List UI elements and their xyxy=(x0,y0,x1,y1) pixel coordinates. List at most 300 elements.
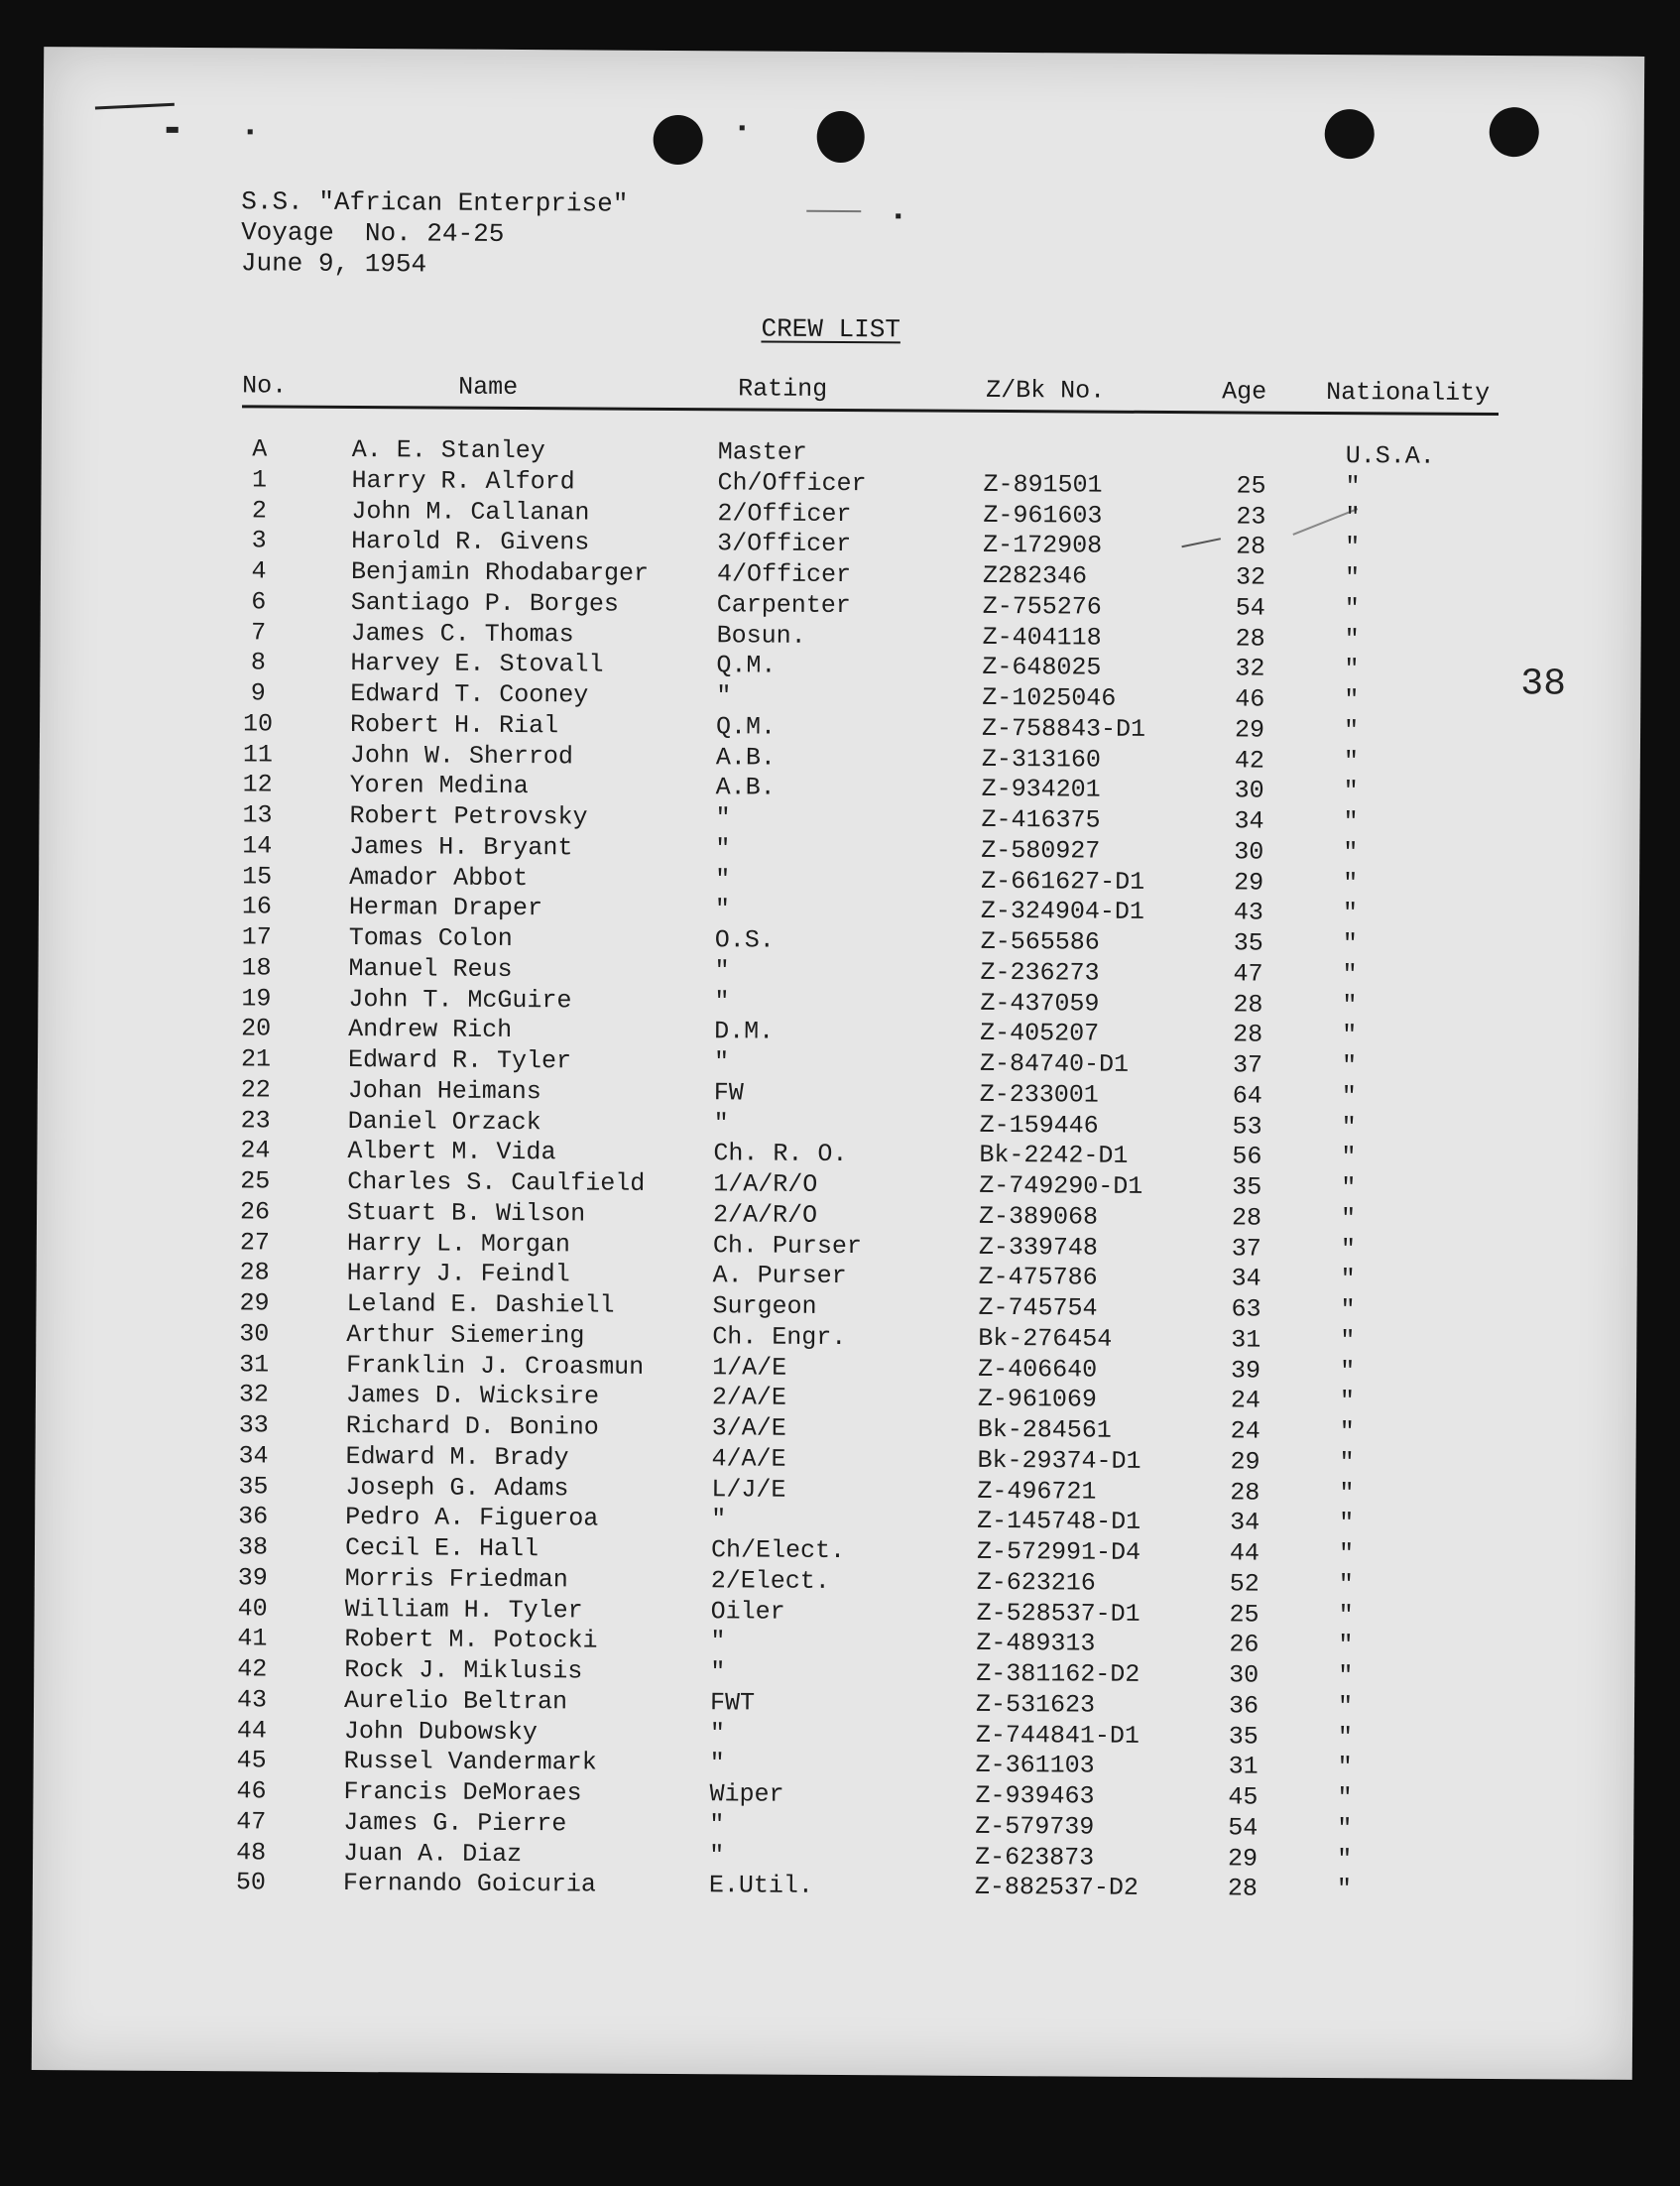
crew-rating: Ch. R. O. xyxy=(713,1139,848,1169)
crew-age: 32 xyxy=(1235,562,1266,592)
crew-name: Robert H. Rial xyxy=(349,709,559,741)
crew-name: Joseph G. Adams xyxy=(345,1472,569,1503)
crew-number: 45 xyxy=(236,1746,267,1775)
crew-number: 25 xyxy=(240,1166,271,1196)
crew-number: 11 xyxy=(242,739,273,770)
crew-nationality: " xyxy=(1339,1478,1355,1508)
crew-zbk-number: Z-758843-D1 xyxy=(981,713,1146,744)
column-header-name: Name xyxy=(458,372,519,403)
crew-name: Santiago P. Borges xyxy=(350,587,619,619)
crew-zbk-number: Z-623216 xyxy=(976,1567,1096,1598)
crew-zbk-number: Z-159446 xyxy=(979,1110,1099,1141)
crew-name: A. E. Stanley xyxy=(351,434,545,466)
crew-name: James D. Wicksire xyxy=(345,1381,600,1411)
crew-zbk-number: Z-233001 xyxy=(979,1079,1099,1110)
crew-rating: 2/Elect. xyxy=(710,1565,830,1596)
crew-age: 30 xyxy=(1229,1660,1260,1690)
crew-nationality: " xyxy=(1338,1631,1354,1660)
crew-nationality: " xyxy=(1341,1173,1357,1203)
crew-rating: " xyxy=(714,986,730,1016)
crew-name: James C. Thomas xyxy=(350,618,574,649)
crew-zbk-number: Z-437059 xyxy=(980,988,1100,1019)
crew-number: 48 xyxy=(236,1837,267,1867)
crew-zbk-number: Z-381162-D2 xyxy=(976,1658,1140,1689)
crew-number: 15 xyxy=(242,861,273,892)
crew-rating: Oiler xyxy=(710,1596,785,1627)
crew-zbk-number: Z-745754 xyxy=(978,1292,1098,1323)
crew-number: 9 xyxy=(250,678,266,708)
crew-rating: A. Purser xyxy=(712,1261,847,1291)
crew-age: 54 xyxy=(1228,1813,1259,1843)
crew-nationality: " xyxy=(1337,1783,1353,1813)
crew-rating: " xyxy=(709,1809,725,1840)
crew-rating: " xyxy=(713,1108,729,1138)
crew-nationality: " xyxy=(1344,685,1360,715)
crew-nationality: " xyxy=(1339,1387,1356,1416)
crew-rating: Surgeon xyxy=(712,1291,817,1321)
crew-zbk-number: Z-475786 xyxy=(978,1263,1098,1292)
crew-name: Russel Vandermark xyxy=(343,1747,597,1777)
crew-number: 50 xyxy=(235,1868,267,1897)
crew-zbk-number: Z-891501 xyxy=(983,469,1103,500)
crew-age: 29 xyxy=(1230,1447,1260,1477)
crew-age: 29 xyxy=(1234,867,1264,898)
crew-number: 41 xyxy=(237,1624,268,1653)
crew-name: Leland E. Dashiell xyxy=(346,1288,615,1320)
crew-age: 30 xyxy=(1234,837,1264,867)
crew-rating: FWT xyxy=(709,1687,756,1718)
crew-rating: Ch. Purser xyxy=(712,1230,862,1261)
crew-zbk-number: Z-939463 xyxy=(975,1780,1095,1811)
crew-number: 31 xyxy=(239,1349,270,1379)
crew-name: Amador Abbot xyxy=(349,862,529,893)
header-rule xyxy=(242,405,1499,416)
crew-zbk-number: Z-405207 xyxy=(980,1019,1100,1048)
crew-zbk-number: Bk-284561 xyxy=(977,1414,1112,1445)
crew-age: 43 xyxy=(1233,898,1264,927)
crew-number: 30 xyxy=(239,1319,270,1349)
crew-name: Tomas Colon xyxy=(348,922,513,953)
crew-number: 16 xyxy=(241,892,273,921)
crew-name: Albert M. Vida xyxy=(347,1137,556,1167)
crew-nationality: " xyxy=(1344,593,1360,623)
crew-nationality: " xyxy=(1342,1021,1358,1050)
crew-number: 35 xyxy=(238,1471,269,1501)
crew-age: 23 xyxy=(1236,501,1266,532)
crew-age: 37 xyxy=(1231,1233,1261,1264)
crew-zbk-number: Bk-29374-D1 xyxy=(977,1445,1141,1476)
document-page xyxy=(32,47,1644,2080)
crew-number: 19 xyxy=(241,983,272,1014)
crew-number: 34 xyxy=(238,1441,269,1471)
crew-age: 34 xyxy=(1231,1264,1261,1293)
crew-nationality: " xyxy=(1337,1813,1353,1843)
punch-hole xyxy=(1325,109,1375,159)
crew-age: 26 xyxy=(1229,1630,1260,1659)
crew-age: 45 xyxy=(1228,1782,1259,1812)
crew-rating: Bosun. xyxy=(716,620,806,651)
crew-zbk-number: Z-404118 xyxy=(982,622,1102,653)
crew-rating: " xyxy=(716,681,732,711)
crew-zbk-number: Z-339748 xyxy=(978,1232,1098,1263)
crew-nationality: " xyxy=(1341,1081,1357,1111)
crew-age: 28 xyxy=(1236,532,1266,561)
document-title: CREW LIST xyxy=(761,313,901,345)
crew-rating: D.M. xyxy=(714,1017,775,1046)
crew-age: 28 xyxy=(1233,1020,1263,1049)
crew-nationality: " xyxy=(1343,715,1360,745)
crew-nationality: U.S.A. xyxy=(1345,441,1435,471)
crew-nationality: " xyxy=(1338,1569,1354,1599)
crew-age: 25 xyxy=(1229,1599,1260,1630)
crew-age: 37 xyxy=(1232,1050,1263,1080)
crew-number: 36 xyxy=(238,1502,269,1531)
crew-number: 43 xyxy=(236,1685,268,1715)
crew-number: 27 xyxy=(239,1227,270,1258)
crew-age: 47 xyxy=(1233,959,1263,989)
crew-name: Franklin J. Croasmun xyxy=(346,1350,645,1382)
crew-name: Rock J. Miklusis xyxy=(344,1654,583,1686)
page-number: 38 xyxy=(1520,663,1567,706)
crew-age: 42 xyxy=(1234,745,1264,776)
crew-number: 7 xyxy=(251,617,267,647)
crew-nationality: " xyxy=(1343,837,1359,867)
voyage-number: Voyage No. 24-25 xyxy=(241,217,505,249)
crew-name: John M. Callanan xyxy=(351,496,590,527)
crew-name: Francis DeMoraes xyxy=(343,1776,582,1808)
crew-name: Manuel Reus xyxy=(348,953,513,984)
crew-number: 28 xyxy=(239,1258,270,1287)
pen-mark xyxy=(248,129,253,134)
crew-rating: 3/A/E xyxy=(711,1413,786,1443)
crew-rating: Wiper xyxy=(709,1779,784,1809)
crew-name: Pedro A. Figueroa xyxy=(345,1503,599,1533)
crew-name: William H. Tyler xyxy=(344,1594,583,1625)
crew-name: John T. McGuire xyxy=(348,984,572,1015)
crew-nationality: " xyxy=(1344,655,1360,684)
crew-rating: 2/A/E xyxy=(711,1383,787,1412)
crew-number: 39 xyxy=(237,1563,268,1593)
crew-rating: " xyxy=(715,803,731,833)
crew-rating: O.S. xyxy=(714,925,775,955)
crew-name: Harry R. Alford xyxy=(351,465,575,497)
crew-age: 28 xyxy=(1231,1203,1262,1233)
crew-age: 31 xyxy=(1228,1752,1259,1781)
crew-nationality: " xyxy=(1344,563,1361,593)
crew-zbk-number: Z-749290-D1 xyxy=(979,1170,1143,1201)
crew-age: 63 xyxy=(1231,1294,1261,1324)
crew-name: Cecil E. Hall xyxy=(344,1532,540,1564)
crew-rating: A.B. xyxy=(715,773,776,802)
crew-nationality: " xyxy=(1342,959,1358,989)
crew-zbk-number: Z-489313 xyxy=(976,1629,1096,1658)
crew-name: Yoren Medina xyxy=(349,771,529,801)
crew-age: 36 xyxy=(1228,1691,1260,1721)
crew-number: 12 xyxy=(242,770,273,799)
crew-nationality: " xyxy=(1344,624,1360,654)
crew-rating: Ch. Engr. xyxy=(712,1321,847,1352)
crew-age: 32 xyxy=(1235,654,1265,683)
crew-age: 29 xyxy=(1228,1843,1259,1874)
crew-zbk-number: Z-961603 xyxy=(983,500,1103,531)
crew-zbk-number: Z-528537-D1 xyxy=(976,1598,1140,1629)
crew-age: 39 xyxy=(1231,1355,1261,1386)
crew-nationality: " xyxy=(1341,1112,1357,1142)
crew-nationality: " xyxy=(1338,1661,1354,1691)
crew-name: Arthur Siemering xyxy=(346,1319,585,1351)
crew-rating: Carpenter xyxy=(716,589,851,620)
crew-age: 44 xyxy=(1229,1538,1260,1568)
crew-number: 22 xyxy=(240,1075,271,1105)
crew-age: 29 xyxy=(1234,715,1265,745)
crew-zbk-number: Z-406640 xyxy=(978,1354,1098,1385)
crew-age: 28 xyxy=(1227,1874,1259,1903)
crew-name: Johan Heimans xyxy=(347,1075,541,1106)
crew-zbk-number: Z-565586 xyxy=(980,926,1100,957)
crew-zbk-number: Z-961069 xyxy=(977,1385,1098,1414)
crew-age: 24 xyxy=(1230,1416,1260,1446)
crew-nationality: " xyxy=(1340,1234,1356,1264)
crew-nationality: " xyxy=(1337,1844,1353,1874)
crew-nationality: " xyxy=(1343,868,1359,898)
crew-zbk-number: Z-84740-D1 xyxy=(979,1048,1130,1079)
crew-nationality: " xyxy=(1337,1753,1353,1782)
pen-mark xyxy=(95,103,175,110)
crew-rating: " xyxy=(710,1657,726,1687)
crew-number: 4 xyxy=(251,556,267,586)
crew-nationality: " xyxy=(1340,1325,1356,1355)
crew-zbk-number: Z-1025046 xyxy=(982,682,1117,713)
crew-age: 25 xyxy=(1236,471,1266,501)
crew-number: 3 xyxy=(251,526,267,555)
crew-name: Harold R. Givens xyxy=(351,527,590,557)
column-header-rating: Rating xyxy=(738,374,828,404)
column-header-age: Age xyxy=(1222,377,1267,407)
crew-rating: 2/Officer xyxy=(717,498,852,529)
punch-hole xyxy=(1490,107,1539,157)
crew-number: 1 xyxy=(251,465,268,495)
crew-nationality: " xyxy=(1345,533,1361,562)
crew-name: Robert Petrovsky xyxy=(349,800,588,832)
pen-mark xyxy=(740,125,745,130)
crew-number: 24 xyxy=(240,1136,271,1165)
crew-age: 52 xyxy=(1229,1569,1260,1599)
crew-nationality: " xyxy=(1339,1509,1355,1538)
crew-nationality: " xyxy=(1345,502,1361,532)
crew-nationality: " xyxy=(1342,929,1358,959)
crew-rating: Q.M. xyxy=(716,651,777,680)
crew-name: John Dubowsky xyxy=(343,1716,539,1747)
crew-nationality: " xyxy=(1343,807,1359,837)
crew-number: 20 xyxy=(241,1014,272,1043)
crew-zbk-number: Z-236273 xyxy=(980,957,1100,988)
crew-age: 24 xyxy=(1230,1386,1261,1415)
punch-hole xyxy=(817,111,865,163)
crew-nationality: " xyxy=(1342,899,1359,928)
crew-number: A xyxy=(252,434,268,464)
crew-number: 32 xyxy=(238,1380,270,1409)
crew-age: 56 xyxy=(1232,1142,1262,1171)
crew-name: Harry J. Feindl xyxy=(346,1259,570,1289)
crew-nationality: " xyxy=(1336,1875,1353,1904)
crew-zbk-number: Z-572991-D4 xyxy=(976,1536,1141,1567)
crew-age: 34 xyxy=(1234,806,1264,836)
pen-mark xyxy=(896,213,900,218)
crew-zbk-number: Z-172908 xyxy=(983,531,1103,560)
crew-age: 35 xyxy=(1232,1172,1262,1202)
crew-rating: " xyxy=(713,1047,730,1077)
crew-age: 28 xyxy=(1233,989,1263,1020)
crew-number: 29 xyxy=(239,1288,270,1318)
crew-zbk-number: Z-324904-D1 xyxy=(980,897,1145,927)
crew-name: Fernando Goicuria xyxy=(342,1869,597,1899)
crew-rating: L/J/E xyxy=(711,1474,786,1505)
crew-number: 23 xyxy=(240,1105,271,1136)
crew-rating: 1/A/R/O xyxy=(713,1169,818,1199)
crew-age: 46 xyxy=(1235,684,1265,714)
crew-age: 35 xyxy=(1228,1721,1259,1752)
crew-age: 30 xyxy=(1234,776,1264,805)
pen-mark xyxy=(806,210,861,212)
crew-rating: 4/Officer xyxy=(716,559,852,590)
crew-number: 33 xyxy=(238,1410,269,1440)
crew-age: 35 xyxy=(1233,928,1263,958)
crew-rating: A.B. xyxy=(715,742,776,773)
crew-rating: " xyxy=(709,1749,725,1778)
crew-nationality: " xyxy=(1339,1417,1355,1447)
crew-table xyxy=(33,433,1642,1907)
crew-zbk-number: Z-496721 xyxy=(977,1476,1097,1507)
crew-zbk-number: Z-313160 xyxy=(981,744,1101,775)
crew-name: Juan A. Diaz xyxy=(343,1838,523,1869)
crew-age: 28 xyxy=(1235,623,1265,654)
crew-name: John W. Sherrod xyxy=(349,740,574,771)
crew-age: 64 xyxy=(1232,1081,1262,1111)
crew-name: Edward M. Brady xyxy=(345,1441,569,1473)
crew-zbk-number: Z-648025 xyxy=(982,653,1102,682)
crew-zbk-number: Z-755276 xyxy=(982,591,1102,622)
crew-age: 28 xyxy=(1230,1477,1260,1508)
crew-zbk-number: Z-389068 xyxy=(978,1201,1099,1232)
crew-nationality: " xyxy=(1345,471,1361,501)
crew-age: 54 xyxy=(1235,593,1265,623)
crew-name: James H. Bryant xyxy=(349,831,573,863)
crew-number: 10 xyxy=(242,709,274,739)
crew-rating: 2/A/R/O xyxy=(712,1199,818,1230)
crew-number: 40 xyxy=(237,1593,268,1623)
crew-age: 53 xyxy=(1232,1111,1262,1142)
crew-name: Daniel Orzack xyxy=(347,1106,541,1137)
crew-nationality: " xyxy=(1341,1143,1357,1172)
crew-name: Richard D. Bonino xyxy=(345,1410,599,1442)
crew-rating: Ch/Officer xyxy=(717,467,867,498)
crew-name: Edward R. Tyler xyxy=(347,1044,572,1076)
crew-number: 13 xyxy=(242,800,273,830)
crew-name: Edward T. Cooney xyxy=(350,678,589,710)
crew-name: Aurelio Beltran xyxy=(343,1685,568,1717)
crew-zbk-number: Z-580927 xyxy=(981,835,1101,866)
crew-rating: " xyxy=(714,895,731,924)
crew-number: 38 xyxy=(237,1532,269,1562)
crew-nationality: " xyxy=(1340,1265,1356,1294)
crew-rating: Q.M. xyxy=(715,711,777,742)
crew-zbk-number: Z-361103 xyxy=(975,1751,1095,1780)
crew-rating: 4/A/E xyxy=(711,1443,786,1474)
crew-rating: Ch/Elect. xyxy=(710,1535,846,1566)
crew-nationality: " xyxy=(1340,1203,1357,1233)
crew-number: 8 xyxy=(250,648,267,677)
punch-hole xyxy=(654,115,703,165)
crew-rating: E.Util. xyxy=(708,1871,814,1901)
document-date: June 9, 1954 xyxy=(240,248,427,280)
crew-number: 42 xyxy=(237,1654,268,1684)
crew-zbk-number: Z-882537-D2 xyxy=(974,1873,1140,1903)
crew-age: 31 xyxy=(1231,1325,1261,1355)
crew-number: 26 xyxy=(239,1197,271,1227)
crew-zbk-number: Z-661627-D1 xyxy=(981,866,1145,897)
crew-zbk-number: Z-416375 xyxy=(981,804,1101,835)
crew-rating: " xyxy=(711,1505,727,1534)
crew-name: Stuart B. Wilson xyxy=(346,1197,586,1229)
crew-name: Andrew Rich xyxy=(348,1015,513,1045)
crew-nationality: " xyxy=(1338,1539,1355,1569)
crew-rating: FW xyxy=(713,1077,744,1108)
crew-nationality: " xyxy=(1343,777,1359,806)
ship-name: S.S. "African Enterprise" xyxy=(241,186,629,219)
crew-name: James G. Pierre xyxy=(343,1807,567,1839)
crew-zbk-number: Z-579739 xyxy=(975,1811,1095,1842)
column-header-zbk: Z/Bk No. xyxy=(986,375,1106,406)
crew-rating: " xyxy=(715,864,731,894)
crew-zbk-number: Z-531623 xyxy=(975,1689,1096,1720)
crew-zbk-number: Bk-276454 xyxy=(978,1323,1113,1354)
crew-name: Herman Draper xyxy=(348,893,543,923)
crew-nationality: " xyxy=(1340,1356,1356,1386)
crew-rating: " xyxy=(710,1627,726,1656)
crew-age: 34 xyxy=(1230,1508,1260,1537)
crew-name: Harry L. Morgan xyxy=(346,1228,571,1259)
crew-rating: 1/A/E xyxy=(712,1352,787,1383)
crew-number: 46 xyxy=(236,1776,267,1806)
crew-nationality: " xyxy=(1342,990,1358,1020)
crew-number: 47 xyxy=(236,1807,267,1837)
crew-zbk-number: Z-744841-D1 xyxy=(975,1720,1140,1751)
crew-zbk-number: Z-934201 xyxy=(981,775,1101,804)
crew-zbk-number: Z282346 xyxy=(982,560,1088,591)
crew-rating: 3/Officer xyxy=(717,529,852,559)
crew-nationality: " xyxy=(1339,1447,1355,1477)
crew-name: Morris Friedman xyxy=(344,1563,568,1595)
pen-mark xyxy=(167,127,179,133)
crew-nationality: " xyxy=(1337,1722,1353,1752)
crew-rating: Master xyxy=(717,437,807,467)
crew-rating: " xyxy=(714,955,730,986)
crew-nationality: " xyxy=(1337,1691,1354,1721)
crew-number: 21 xyxy=(240,1044,272,1074)
crew-number: 44 xyxy=(236,1715,267,1745)
crew-zbk-number: Z-145748-D1 xyxy=(977,1507,1141,1537)
crew-number: 2 xyxy=(251,495,267,525)
crew-name: Harvey E. Stovall xyxy=(350,649,604,679)
crew-rating: " xyxy=(709,1718,725,1748)
column-header-nationality: Nationality xyxy=(1326,377,1491,409)
document-header xyxy=(241,186,629,281)
crew-nationality: " xyxy=(1338,1600,1354,1630)
crew-zbk-number: Bk-2242-D1 xyxy=(979,1141,1129,1171)
crew-number: 14 xyxy=(242,831,273,861)
crew-name: Charles S. Caulfield xyxy=(347,1166,646,1198)
crew-name: Benjamin Rhodabarger xyxy=(350,556,650,588)
